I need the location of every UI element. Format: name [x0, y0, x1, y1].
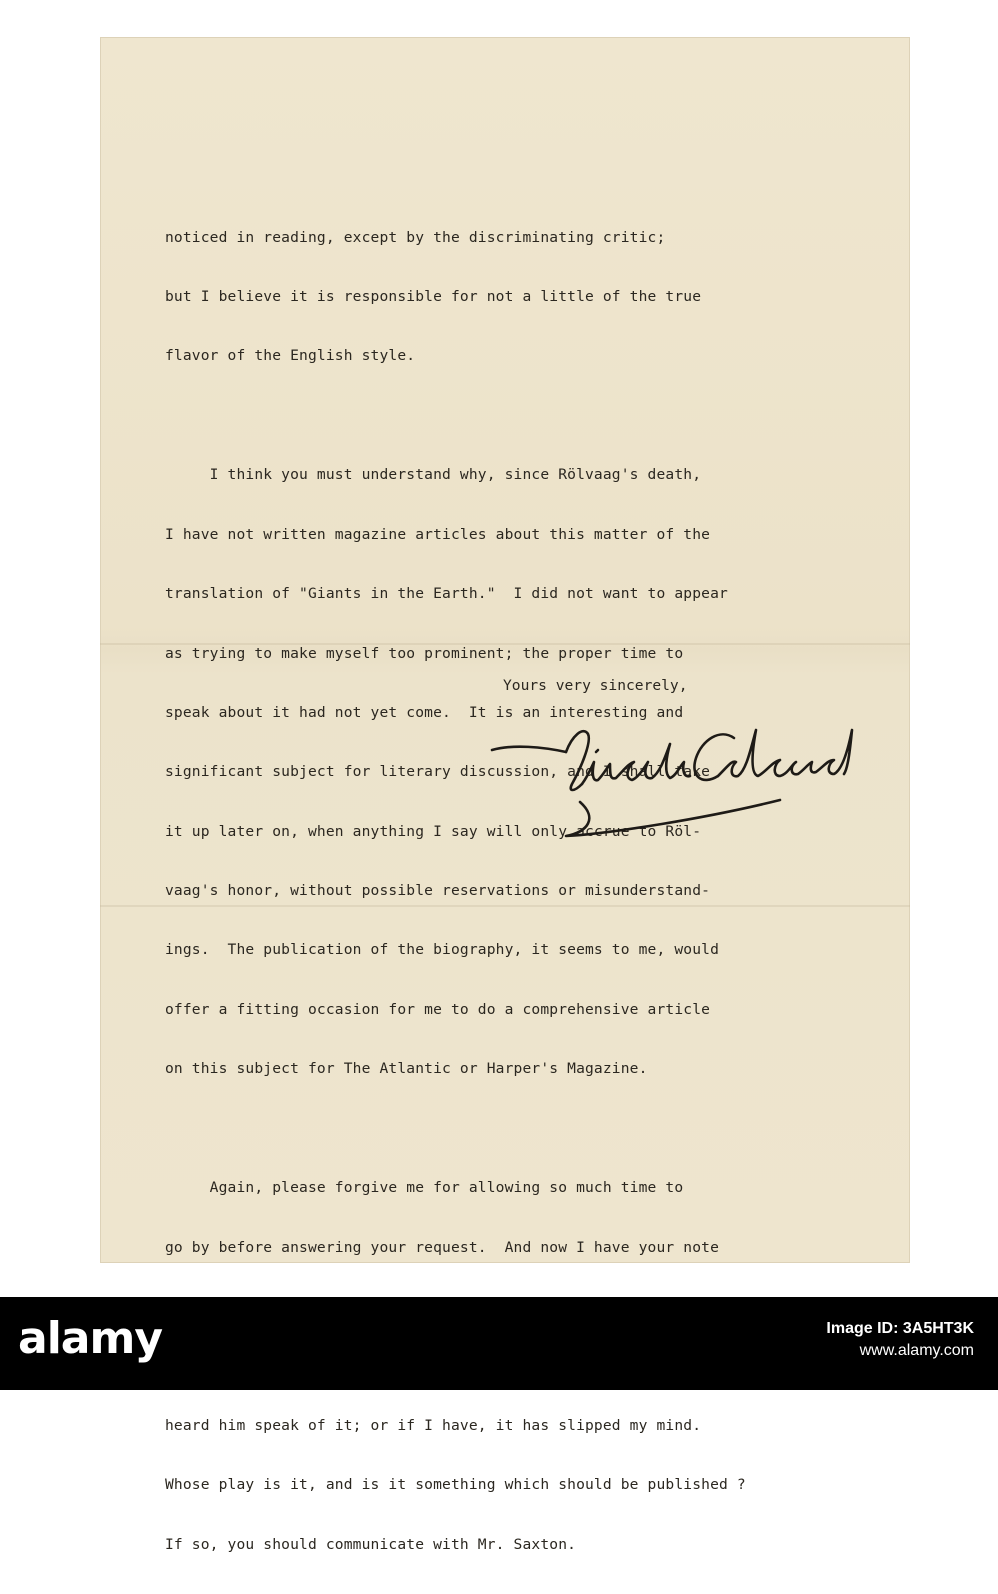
text-line: Again, please forgive me for allowing so much time to: [165, 1179, 684, 1197]
handwritten-signature: [488, 700, 878, 850]
text-line: speak about it had not yet come. It is an interesting and: [165, 703, 684, 721]
site-url: www.alamy.com: [859, 1342, 974, 1359]
text-line: noticed in reading, except by the discriminating critic;: [165, 228, 666, 246]
text-line: as trying to make myself too prominent; the proper time to: [165, 644, 684, 662]
brand-logo: alamy: [18, 1313, 162, 1364]
text-line: I have not written magazine articles about this matter of the: [165, 525, 711, 543]
footer-meta: [826, 1318, 974, 1362]
text-line: I think you must understand why, since Rölvaag's death,: [165, 466, 702, 484]
text-line: heard him speak of it; or if I have, it has slipped my mind.: [165, 1416, 702, 1434]
text-line: Whose play is it, and is it something which should be published ?: [165, 1476, 746, 1494]
text-line: vaag's honor, without possible reservations or misunderstand-: [165, 882, 711, 900]
text-line: If so, you should communicate with Mr. Saxton.: [165, 1535, 577, 1553]
text-line: significant subject for literary discussion, and I shall take: [165, 763, 711, 781]
text-line: translation of "Giants in the Earth." I did not want to appear: [165, 585, 728, 603]
paragraph-1: [165, 188, 885, 406]
image-id-label: Image ID: 3A5HT3K: [826, 1320, 974, 1337]
text-line: go by before answering your request. And now I have your note: [165, 1238, 720, 1256]
text-line: flavor of the English style.: [165, 347, 416, 365]
text-line: but I believe it is responsible for not a little of the true: [165, 287, 702, 305]
text-line: on this subject for The Atlantic or Harper's Magazine.: [165, 1060, 648, 1078]
closing-salutation: Yours very sincerely,: [503, 677, 688, 694]
text-line: ings. The publication of the biography, it seems to me, would: [165, 941, 720, 959]
text-line: it up later on, when anything I say will only accrue to Röl-: [165, 822, 702, 840]
text-line: offer a fitting occasion for me to do a comprehensive article: [165, 1000, 711, 1018]
